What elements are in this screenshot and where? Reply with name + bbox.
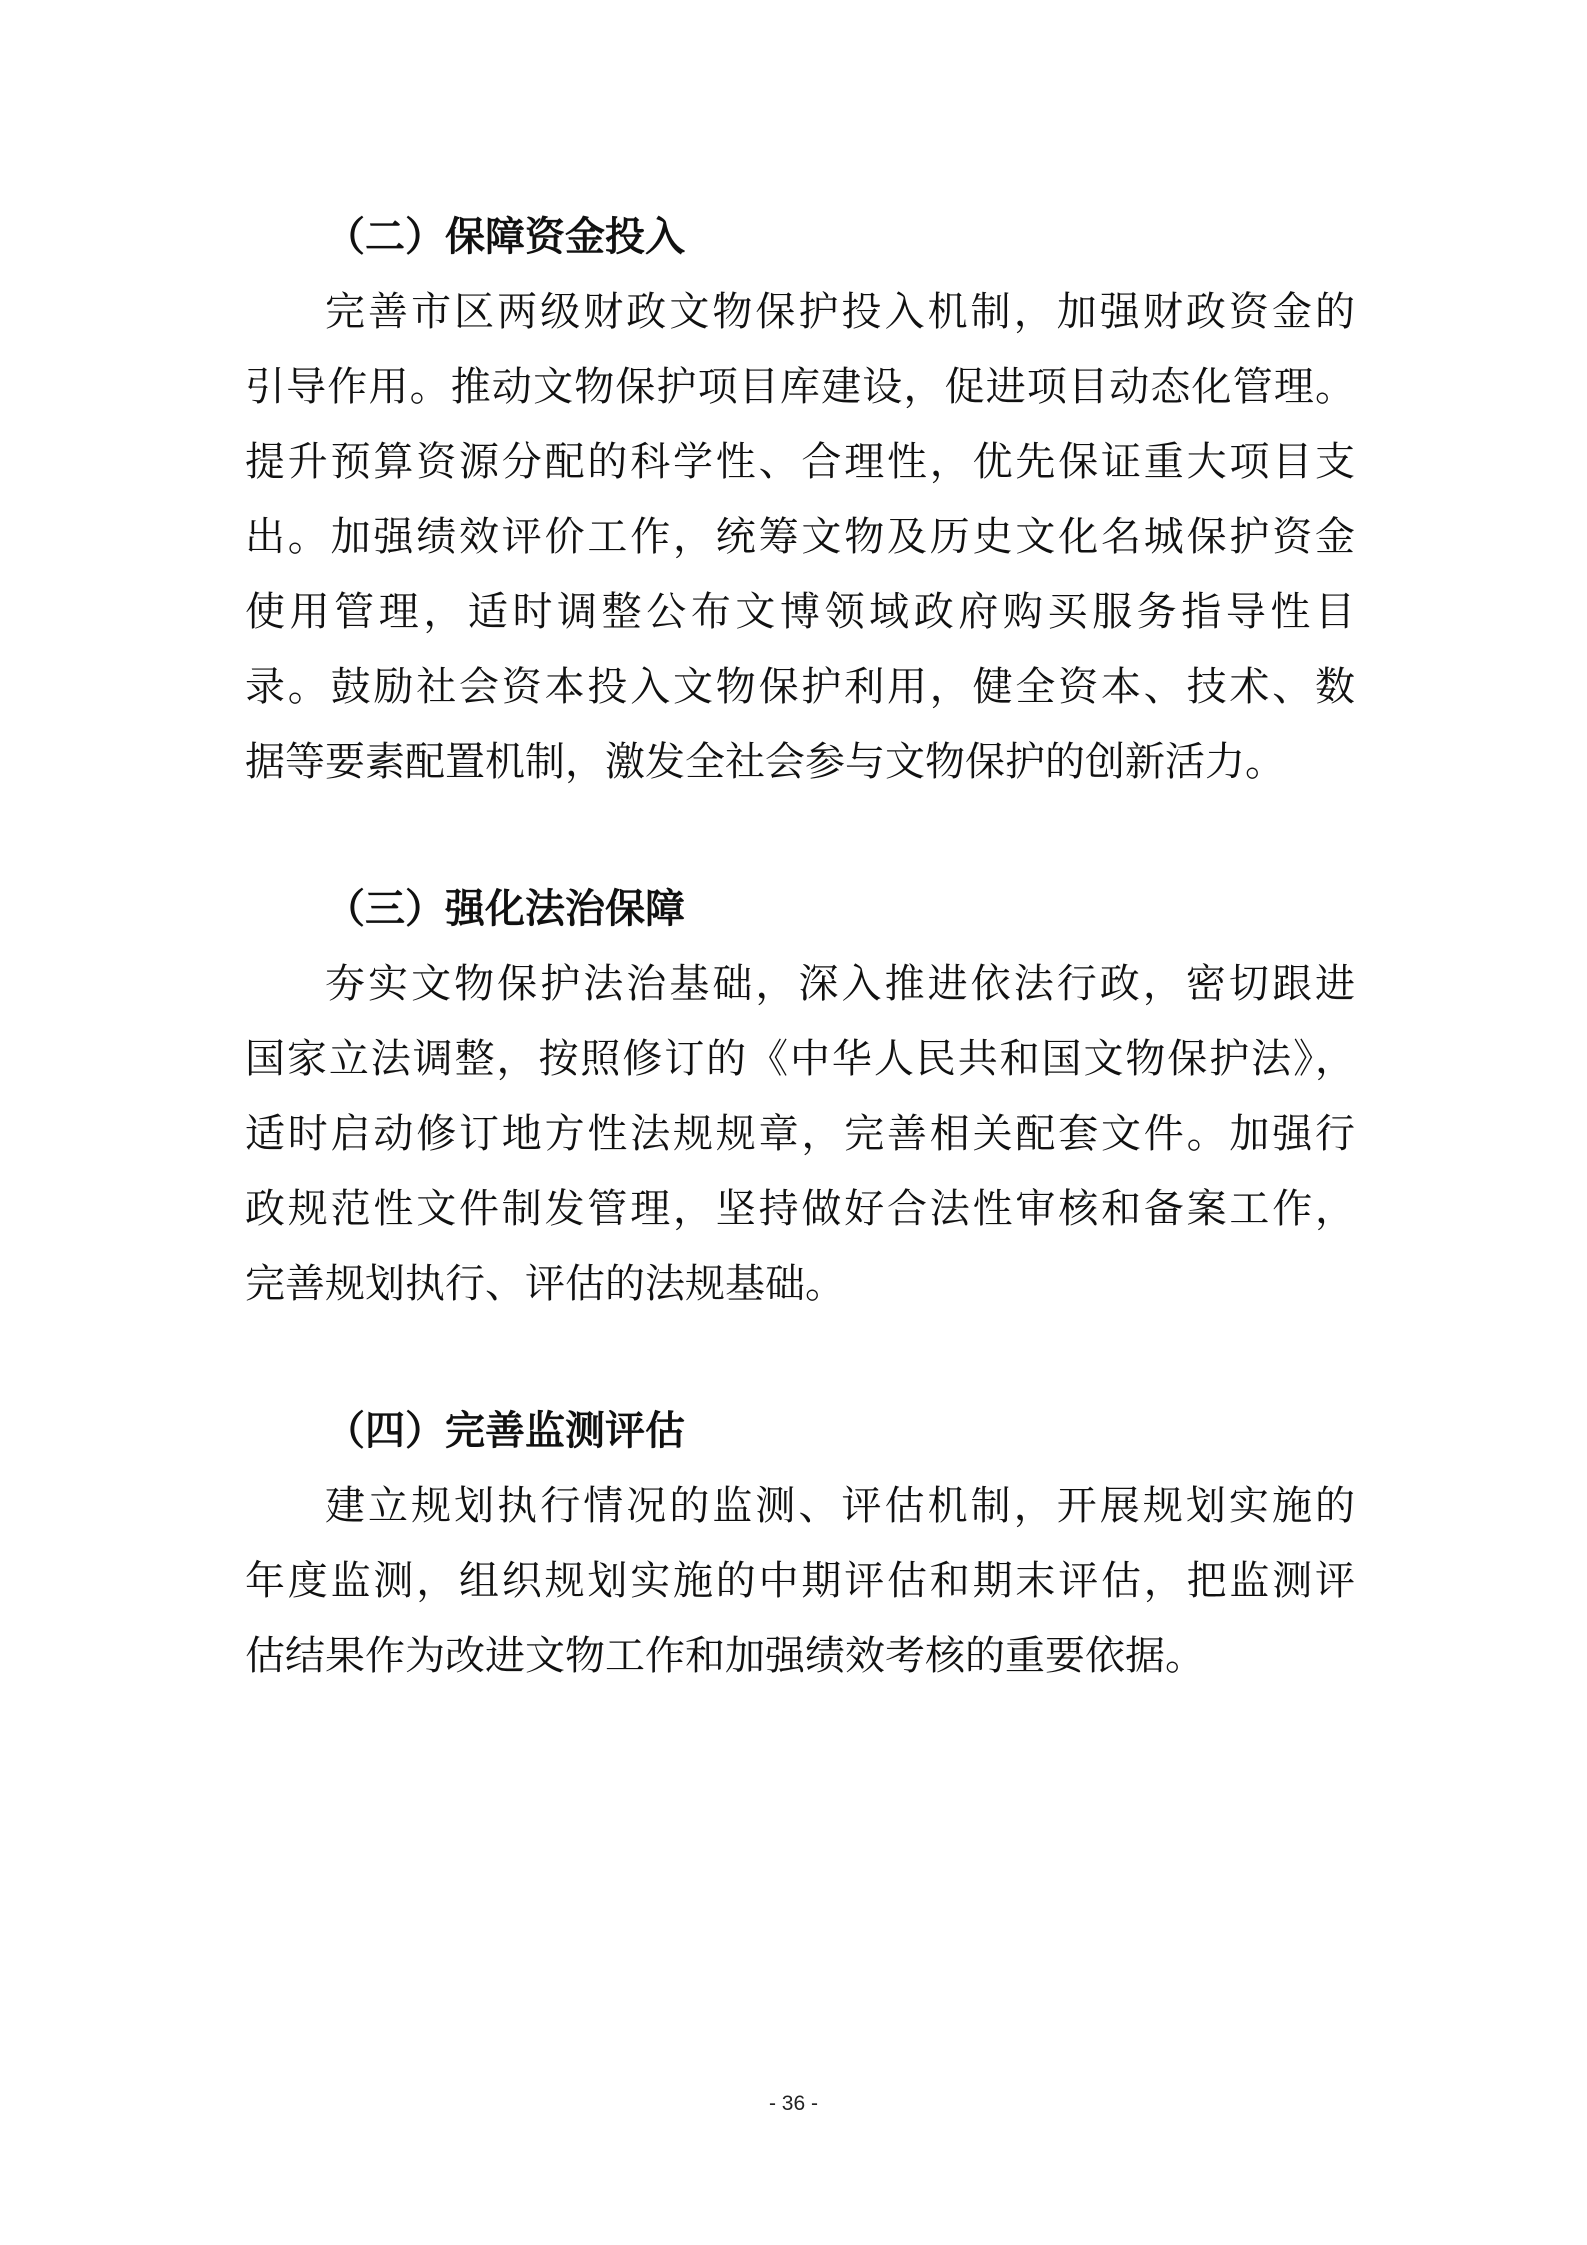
paragraph-line: 使用管理，适时调整公布文博领域政府购买服务指导性目 — [245, 589, 1355, 635]
paragraph-line: 夯实文物保护法治基础，深入推进依法行政，密切跟进 — [325, 961, 1355, 1007]
section-heading: （四）完善监测评估 — [325, 1408, 685, 1454]
section-paragraph — [245, 1469, 1355, 1694]
paragraph-line: 完善规划执行、评估的法规基础。 — [245, 1261, 845, 1307]
page-number: - 36 - — [768, 2092, 818, 2115]
section-paragraph — [245, 947, 1355, 1322]
paragraph-line: 据等要素配置机制，激发全社会参与文物保护的创新活力。 — [245, 739, 1285, 785]
paragraph-line: 出。加强绩效评价工作，统筹文物及历史文化名城保护资金 — [245, 514, 1355, 560]
paragraph-line: 引导作用。推动文物保护项目库建设，促进项目动态化管理。 — [245, 364, 1355, 410]
paragraph-line: 建立规划执行情况的监测、评估机制，开展规划实施的 — [325, 1483, 1355, 1529]
paragraph-line: 国家立法调整，按照修订的《中华人民共和国文物保护法》， — [245, 1036, 1355, 1082]
paragraph-line: 政规范性文件制发管理，坚持做好合法性审核和备案工作， — [245, 1186, 1355, 1232]
paragraph-line: 估结果作为改进文物工作和加强绩效考核的重要依据。 — [245, 1633, 1205, 1679]
paragraph-line: 录。鼓励社会资本投入文物保护利用，健全资本、技术、数 — [245, 664, 1355, 710]
paragraph-line: 完善市区两级财政文物保护投入机制，加强财政资金的 — [325, 289, 1355, 335]
section-heading: （三）强化法治保障 — [325, 886, 685, 932]
section-monitoring — [245, 1394, 1355, 1694]
section-funding — [245, 200, 1355, 800]
section-heading: （二）保障资金投入 — [325, 214, 685, 260]
section-legal — [245, 872, 1355, 1322]
paragraph-line: 适时启动修订地方性法规规章，完善相关配套文件。加强行 — [245, 1111, 1355, 1157]
paragraph-line: 提升预算资源分配的科学性、合理性，优先保证重大项目支 — [245, 439, 1355, 485]
paragraph-line: 年度监测，组织规划实施的中期评估和期末评估，把监测评 — [245, 1558, 1355, 1604]
document-body — [245, 200, 1355, 1766]
section-paragraph — [245, 275, 1355, 800]
